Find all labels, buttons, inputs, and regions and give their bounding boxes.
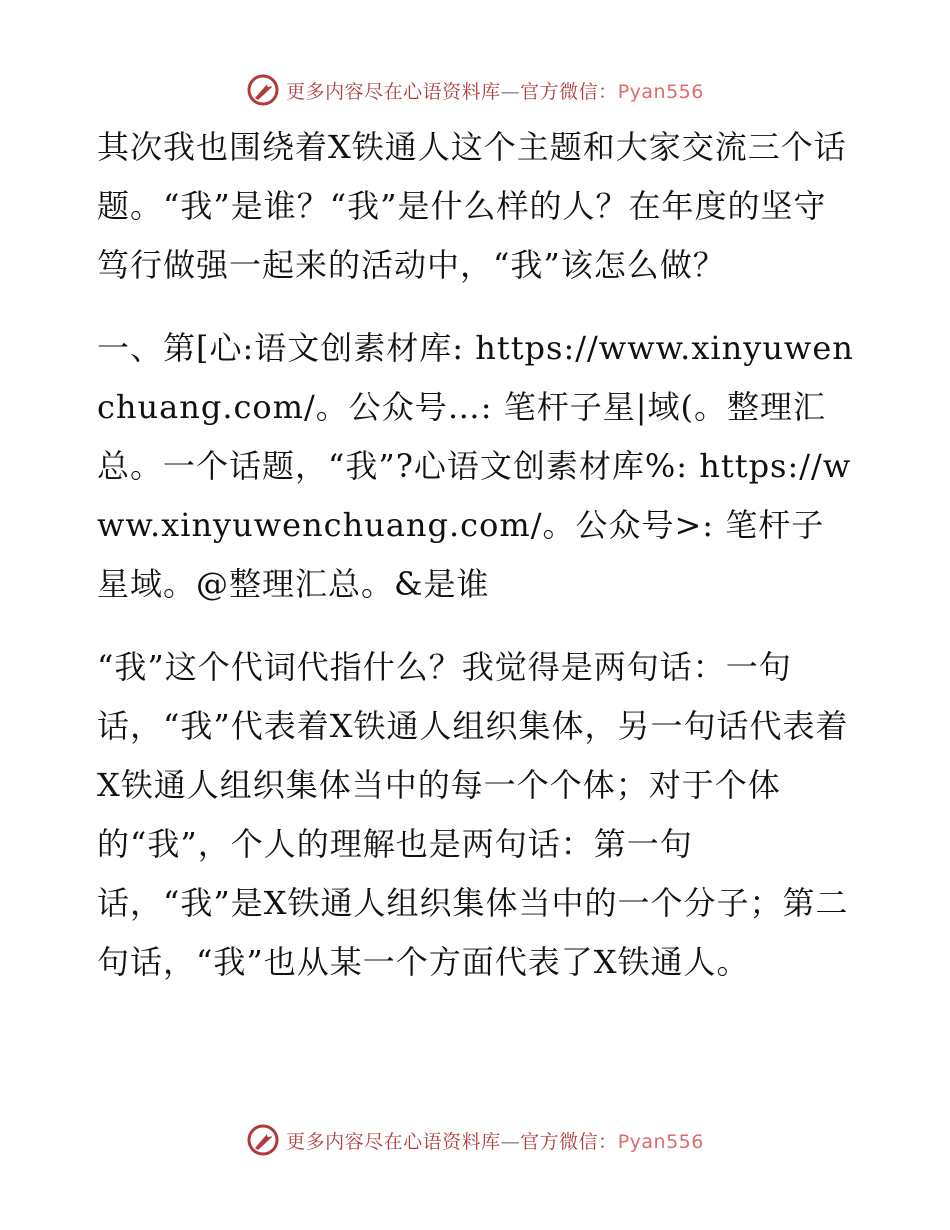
banner-wechat-label: 官方微信：: [520, 80, 618, 103]
banner-text: [286, 1127, 704, 1154]
banner-main-text: 更多内容尽在心语资料库: [286, 1130, 501, 1153]
paragraph-3: “我”这个代词代指什么？我觉得是两句话：一句话，“我”代表着X铁通人组织集体，另一句话代表着X铁通人组织集体当中的每一个个体；对于个体的“我”，个人的理解也是两句话：第一句话，“我”是X铁通人组织集体当中的一个分子；第二句话，“我”也从某一个方面代表了X铁通人。: [97, 648, 849, 981]
banner-wechat-id: Pyan556: [617, 1130, 704, 1153]
document-body: [97, 118, 857, 992]
banner-main-text: 更多内容尽在心语资料库: [286, 80, 501, 103]
header-banner: [0, 70, 950, 110]
banner-wechat-id: Pyan556: [617, 80, 704, 103]
banner-dash: —: [500, 1130, 521, 1153]
paragraph-2: 一、第[心:语文创素材库: https://www.xinyuwenchuang.com/。公众号…: 笔杆子星|域(。整理汇总。一个话题，“我”?心语文创素材库%: https://www.xinyuwenchuang.com/。公众号>: 笔杆子星域。@整理汇总。&是谁: [97, 329, 854, 603]
banner-text: [286, 77, 704, 104]
banner-wechat-label: 官方微信：: [520, 1130, 618, 1153]
footer-banner: [0, 1120, 950, 1160]
paragraph-1: 其次我也围绕着X铁通人这个主题和大家交流三个话题。“我”是谁？“我”是什么样的人？在年度的坚守笃行做强一起来的活动中，“我”该怎么做？: [97, 128, 847, 284]
pen-nib-icon: [246, 73, 280, 107]
pen-nib-icon: [246, 1123, 280, 1157]
banner-dash: —: [500, 80, 521, 103]
